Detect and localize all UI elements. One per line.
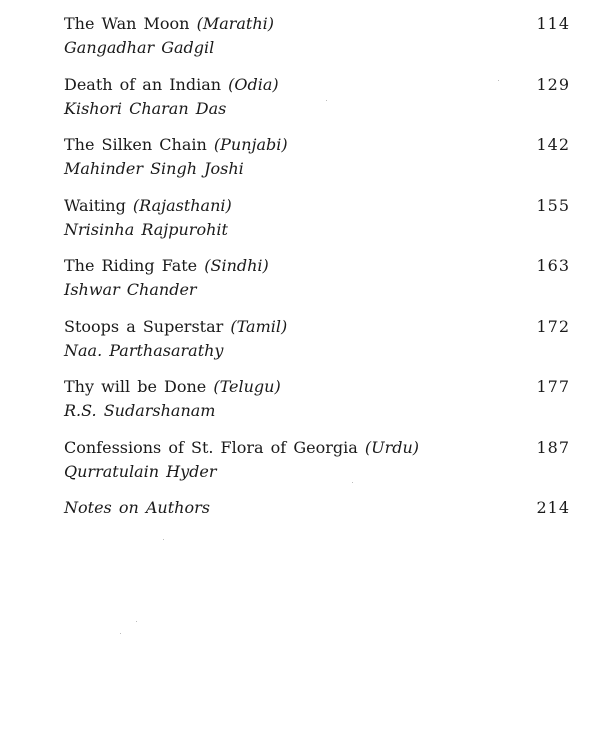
page-number: 142 [536,135,570,154]
language-label: (Odia) [228,75,279,94]
paper-speck [120,633,121,634]
author-name: Kishori Charan Das [64,99,227,118]
paper-speck [326,100,327,101]
page-number: 214 [536,498,570,517]
paper-speck [136,621,137,622]
entry-title-line [64,437,419,459]
toc-entry [64,13,570,73]
paper-speck [498,80,499,81]
language-label: (Sindhi) [204,256,269,275]
language-label: (Urdu) [364,438,420,457]
language-name: Punjabi [220,135,282,154]
toc-entry [64,134,570,194]
story-title: The Wan Moon [64,14,190,33]
author-name: Ishwar Chander [64,280,197,299]
language-name: Odia [234,75,273,94]
story-title: Death of an Indian [64,75,222,94]
toc-entry [64,316,570,376]
page-number: 177 [536,377,570,396]
author-name: R.S. Sudarshanam [64,401,216,420]
entry-title-line [64,316,287,338]
author-name: Naa. Parthasarathy [64,341,224,360]
author-name: Nrisinha Rajpurohit [64,220,228,239]
toc-entry [64,195,570,255]
toc-entry [64,255,570,315]
author-name: Gangadhar Gadgil [64,38,215,57]
toc-entry [64,376,570,436]
story-title: Thy will be Done [64,377,207,396]
entry-title-line [64,134,288,156]
page-number: 155 [536,196,570,215]
language-label: (Tamil) [230,317,288,336]
language-label: (Telugu) [213,377,281,396]
page-number: 187 [536,438,570,457]
toc-entry [64,437,570,497]
language-name: Marathi [202,14,268,33]
language-label: (Marathi) [196,14,275,33]
story-title: Waiting [64,196,126,215]
notes-on-authors: Notes on Authors [64,498,210,517]
author-name: Qurratulain Hyder [64,462,217,481]
toc-entry-notes [64,497,570,557]
toc-entry [64,74,570,134]
paper-speck [163,539,164,540]
language-name: Telugu [219,377,275,396]
language-name: Urdu [371,438,413,457]
language-name: Tamil [236,317,281,336]
page-number: 163 [536,256,570,275]
story-title: Confessions of St. Flora of Georgia [64,438,358,457]
story-title: The Silken Chain [64,135,207,154]
story-title: Stoops a Superstar [64,317,224,336]
entry-title-line [64,255,269,277]
page-number: 114 [536,14,570,33]
language-label: (Punjabi) [213,135,288,154]
entry-title-line [64,195,232,217]
entry-title-line [64,13,274,35]
language-label: (Rajasthani) [132,196,232,215]
entry-title-line [64,74,279,96]
entry-title-line [64,376,281,398]
author-name: Mahinder Singh Joshi [64,159,244,178]
language-name: Sindhi [210,256,263,275]
page-number: 129 [536,75,570,94]
page-number: 172 [536,317,570,336]
paper-speck [352,482,353,483]
story-title: The Riding Fate [64,256,198,275]
language-name: Rajasthani [139,196,226,215]
